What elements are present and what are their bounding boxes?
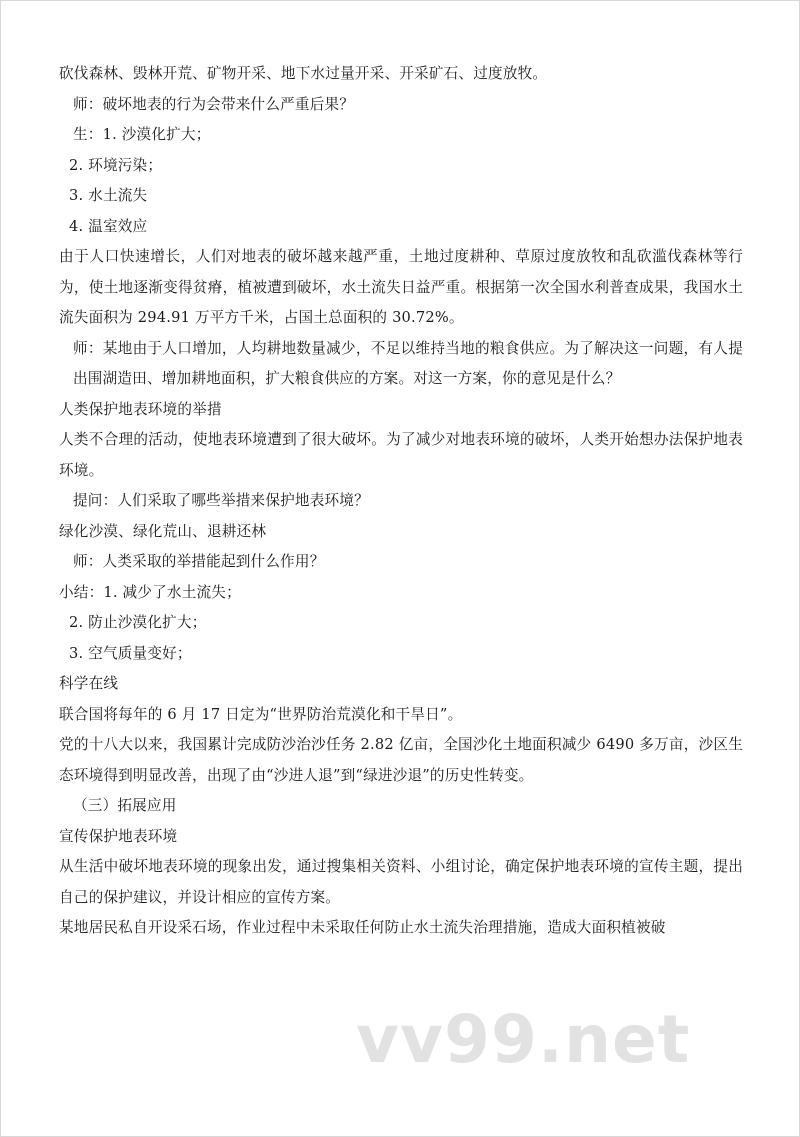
paragraph: 从生活中破坏地表环境的现象出发，通过搜集相关资料、小组讨论，确定保护地表环境的宣传主题，提出自己的保护建议，并设计相应的宣传方案。 xyxy=(59,858,743,906)
paragraph: 由于人口快速增长，人们对地表的破坏越来越严重，土地过度耕种、草原过度放牧和乱砍滥伐森林等行为，使土地逐渐变得贫瘠，植被遭到破坏，水土流失日益严重。根据第一次全国水利普查成果，我国水土流失面积为 294.91 万平方千米，占国土总面积的 30.72%。 xyxy=(59,248,743,326)
paragraph: 科学在线 xyxy=(59,675,119,692)
watermark: vv99.net xyxy=(356,1001,691,1078)
paragraph: 人类保护地表环境的举措 xyxy=(59,400,222,418)
document-body xyxy=(59,59,743,944)
paragraph: 师：人类采取的举措能起到什么作用？ xyxy=(73,553,325,570)
paragraph: 3. 水土流失 xyxy=(69,187,148,204)
paragraph: 2. 防止沙漠化扩大； xyxy=(69,614,207,631)
paragraph: 师：破坏地表的行为会带来什么严重后果？ xyxy=(73,95,355,113)
paragraph: 绿化沙漠、绿化荒山、退耕还林 xyxy=(59,522,267,540)
paragraph: 联合国将每年的 6 月 17 日定为“世界防治荒漠化和干旱日”。 xyxy=(59,705,463,723)
paragraph: （三）拓展应用 xyxy=(73,797,177,814)
paragraph: 宣传保护地表环境 xyxy=(59,827,178,845)
paragraph: 4. 温室效应 xyxy=(69,217,148,235)
paragraph: 3. 空气质量变好； xyxy=(69,644,192,662)
paragraph: 某地居民私自开设采石场，作业过程中未采取任何防止水土流失治理措施，造成大面积植被破 xyxy=(59,919,666,936)
paragraph: 人类不合理的活动，使地表环境遭到了很大破坏。为了减少对地表环境的破坏，人类开始想办法保护地表环境。 xyxy=(59,431,743,479)
paragraph: 提问：人们采取了哪些举措来保护地表环境？ xyxy=(73,492,369,509)
paragraph: 砍伐森林、毁林开荒、矿物开采、地下水过量开采、开采矿石、过度放牧。 xyxy=(59,65,548,82)
paragraph: 小结：1. 减少了水土流失； xyxy=(59,583,241,601)
paragraph: 生：1. 沙漠化扩大； xyxy=(73,126,211,143)
paragraph: 师：某地由于人口增加，人均耕地数量减少，不足以维持当地的粮食供应。为了解决这一问题，有人提出围湖造田、增加耕地面积，扩大粮食供应的方案。对这一方案，你的意见是什么？ xyxy=(73,339,743,387)
paragraph: 党的十八大以来，我国累计完成防沙治沙任务 2.82 亿亩，全国沙化土地面积减少 6490 多万亩，沙区生态环境得到明显改善，出现了由“沙进人退”到“绿进沙退”的历史性转变。 xyxy=(59,736,743,784)
paragraph: 2. 环境污染； xyxy=(69,156,163,174)
